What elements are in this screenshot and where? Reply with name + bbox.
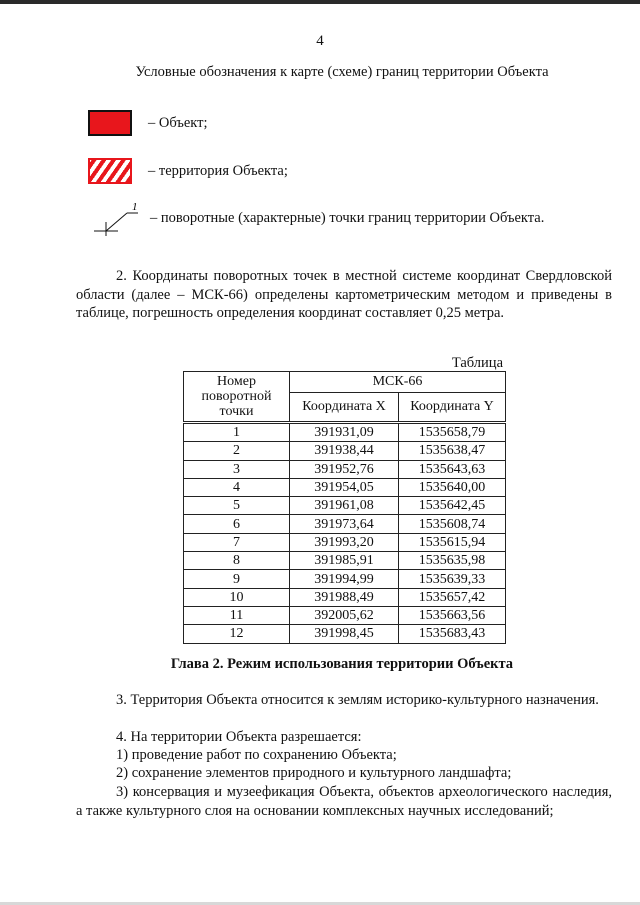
cell-x: 391988,49 <box>290 588 399 606</box>
table-row <box>184 552 506 570</box>
cell-x: 391954,05 <box>290 478 399 496</box>
legend-label-turning-points: – поворотные (характерные) точки границ территории Объекта. <box>150 209 545 226</box>
cell-x: 391985,91 <box>290 552 399 570</box>
table-row <box>184 423 506 442</box>
permitted-item-3: 3) консервация и музеефикация Объекта, объектов археологического наследия, а также культурного слоя на основании комплексных научных исследований; <box>76 784 612 819</box>
page-number: 4 <box>316 33 324 49</box>
table-row <box>184 570 506 588</box>
cell-y: 1535608,74 <box>399 515 506 533</box>
cell-x: 391961,08 <box>290 497 399 515</box>
cell-number: 11 <box>184 606 290 624</box>
scan-top-edge <box>0 0 640 4</box>
cell-y: 1535643,63 <box>399 460 506 478</box>
table-row <box>184 533 506 551</box>
permitted-item-1: 1) проведение работ по сохранению Объекта; <box>116 747 397 763</box>
permitted-item-2: 2) сохранение элементов природного и культурного ландшафта; <box>116 765 512 781</box>
cell-number: 8 <box>184 552 290 570</box>
coordinates-table <box>183 371 506 644</box>
chapter-heading: Глава 2. Режим использования территории Объекта <box>170 656 514 672</box>
cell-y: 1535635,98 <box>399 552 506 570</box>
paragraph-land-category: 3. Территория Объекта относится к землям историко-культурного назначения. <box>116 692 599 708</box>
header-point-number: Номер поворотной точки <box>184 372 290 423</box>
cell-x: 391938,44 <box>290 442 399 460</box>
cell-x: 391973,64 <box>290 515 399 533</box>
table-row <box>184 588 506 606</box>
cell-x: 391998,45 <box>290 625 399 643</box>
territory-hatch-icon <box>88 158 132 184</box>
cell-x: 391993,20 <box>290 533 399 551</box>
legend-label-object: – Объект; <box>148 114 208 131</box>
table-row <box>184 625 506 643</box>
cell-number: 10 <box>184 588 290 606</box>
cell-number: 6 <box>184 515 290 533</box>
cell-number: 4 <box>184 478 290 496</box>
cell-y: 1535615,94 <box>399 533 506 551</box>
turning-point-icon <box>88 200 148 236</box>
paragraph-permitted: 4. На территории Объекта разрешается: <box>116 729 362 745</box>
table-row <box>184 515 506 533</box>
cell-y: 1535642,45 <box>399 497 506 515</box>
cell-y: 1535663,56 <box>399 606 506 624</box>
cell-y: 1535657,42 <box>399 588 506 606</box>
cell-number: 7 <box>184 533 290 551</box>
cell-y: 1535639,33 <box>399 570 506 588</box>
cell-number: 12 <box>184 625 290 643</box>
cell-x: 391952,76 <box>290 460 399 478</box>
cell-number: 3 <box>184 460 290 478</box>
legend-item-object <box>88 110 208 136</box>
paragraph-coordinates: 2. Координаты поворотных точек в местной системе координат Свердловской области (далее – МСК-66) определены картометрическим методом и приведены в таблице, погрешность определения координат составляет 0,25 метра. <box>76 268 612 321</box>
legend-title: Условные обозначения к карте (схеме) границ территории Объекта <box>135 64 549 80</box>
object-swatch-icon <box>88 110 132 136</box>
table-row <box>184 497 506 515</box>
table-row <box>184 460 506 478</box>
table-row <box>184 606 506 624</box>
cell-y: 1535683,43 <box>399 625 506 643</box>
table-caption: Таблица <box>451 355 503 371</box>
header-y: Координата Y <box>399 393 506 423</box>
cell-number: 9 <box>184 570 290 588</box>
legend-item-territory <box>88 158 288 184</box>
cell-number: 1 <box>184 423 290 442</box>
table-row <box>184 478 506 496</box>
header-x: Координата X <box>290 393 399 423</box>
table-row <box>184 442 506 460</box>
turning-point-number: 1 <box>132 201 138 213</box>
cell-number: 5 <box>184 497 290 515</box>
legend-label-territory: – территория Объекта; <box>148 162 288 179</box>
header-coordinate-system: МСК-66 <box>290 372 506 393</box>
legend-item-turning-points <box>88 200 544 236</box>
cell-x: 392005,62 <box>290 606 399 624</box>
cell-number: 2 <box>184 442 290 460</box>
cell-y: 1535640,00 <box>399 478 506 496</box>
cell-x: 391931,09 <box>290 423 399 442</box>
cell-x: 391994,99 <box>290 570 399 588</box>
cell-y: 1535658,79 <box>399 423 506 442</box>
cell-y: 1535638,47 <box>399 442 506 460</box>
